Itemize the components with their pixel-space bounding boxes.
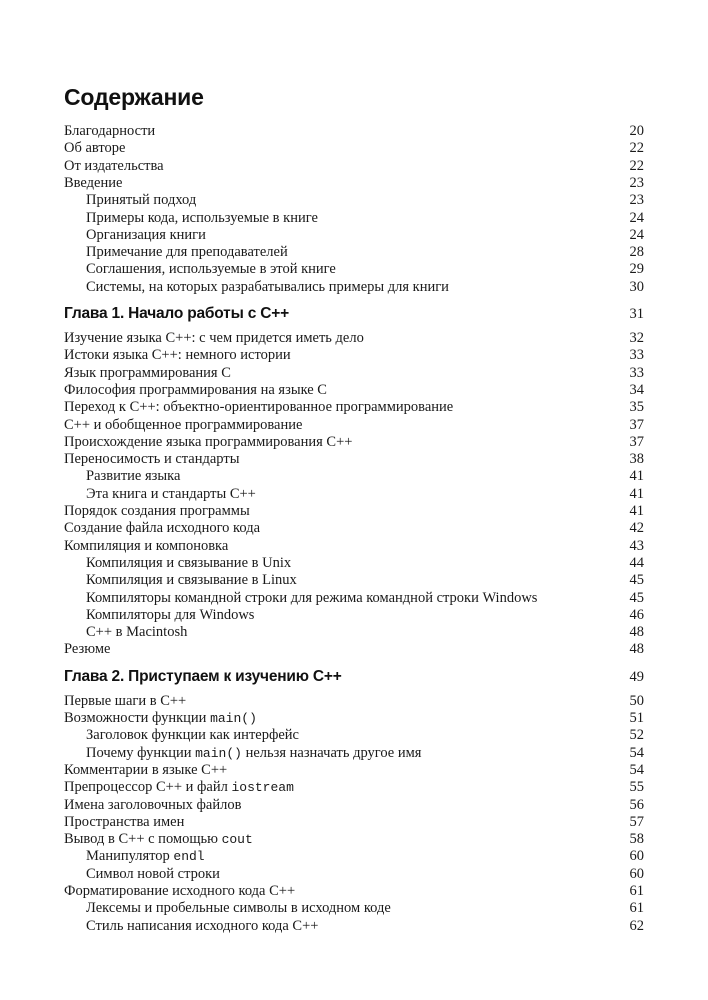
toc-page-number: 51	[629, 710, 644, 726]
toc-entry-title	[64, 848, 205, 865]
toc-entry[interactable]	[64, 330, 644, 347]
toc-page-number: 24	[629, 209, 644, 226]
toc-chapter-row[interactable]	[64, 667, 644, 687]
toc-entry[interactable]	[64, 572, 644, 589]
toc-entry-text: Изучение языка C++: с чем придется иметь дело	[64, 330, 364, 346]
toc-entry-text: Компиляторы для Windows	[86, 606, 255, 623]
toc-page-number: 49	[629, 668, 644, 685]
toc-page-number: 60	[629, 865, 644, 882]
toc-entry[interactable]	[64, 486, 644, 503]
toc-entry-text: Первые шаги в C++	[64, 692, 187, 709]
toc-entry-text: Происхождение языка программирования C++	[64, 433, 353, 450]
toc-entry-text: Создание файла исходного кода	[64, 520, 261, 537]
toc-entry-title	[64, 866, 220, 883]
toc-entry-title	[64, 607, 254, 624]
toc-entry[interactable]	[64, 693, 644, 710]
toc-entry[interactable]	[64, 140, 644, 157]
toc-entry-title	[64, 538, 228, 555]
toc-entry-title	[64, 192, 196, 209]
toc-entry-title	[64, 900, 391, 917]
toc-entry-text: Философия программирования на языке C	[64, 381, 327, 398]
toc-entry-title	[64, 745, 421, 762]
toc-entry-title	[64, 279, 449, 296]
toc-entry-text: Заголовок функции как интерфейс	[86, 727, 299, 744]
toc-entry-title	[64, 399, 453, 416]
toc-page-number: 37	[629, 433, 644, 450]
toc-entry[interactable]	[64, 227, 644, 244]
toc-entry-text: Эта книга и стандарты C++	[86, 485, 256, 502]
toc-entry[interactable]	[64, 434, 644, 451]
toc-entry[interactable]	[64, 624, 644, 641]
toc-page-number: 22	[629, 157, 644, 174]
toc-entry[interactable]	[64, 399, 644, 416]
toc-entry-text: Почему функции	[86, 744, 196, 761]
toc-entry[interactable]	[64, 123, 644, 140]
toc-entry-text: Глава 2. Приступаем к изучению C++	[64, 667, 342, 685]
toc-page-number: 43	[629, 537, 644, 554]
toc-entry-title	[64, 365, 231, 382]
toc-page-number: 50	[629, 692, 644, 709]
toc-page-number: 54	[629, 761, 644, 778]
toc-entry-text: Системы, на которых разрабатывались примеры для книги	[86, 278, 449, 295]
toc-entry[interactable]	[64, 745, 644, 762]
toc-entry-text: Имена заголовочных файлов	[64, 796, 242, 813]
toc-page-number: 34	[629, 381, 644, 398]
toc-entry-text: Вывод в C++ с помощью	[64, 831, 222, 848]
toc-entry[interactable]	[64, 347, 644, 364]
toc-entry-title	[64, 468, 180, 485]
toc-entry[interactable]	[64, 210, 644, 227]
toc-page-number: 38	[629, 451, 644, 468]
toc-entry[interactable]	[64, 590, 644, 607]
toc-entry-title	[64, 244, 288, 261]
toc-page-number: 54	[629, 744, 644, 761]
toc-entry[interactable]	[64, 762, 644, 779]
toc-entry-title	[64, 814, 184, 831]
toc-entry-title	[64, 175, 122, 192]
toc-entry-title	[64, 451, 239, 468]
chapter-title	[64, 304, 289, 324]
toc-entry[interactable]	[64, 520, 644, 537]
toc-entry-text: От издательства	[64, 157, 164, 174]
toc-entry-text: Стиль написания исходного кода C++	[86, 917, 319, 934]
toc-entry[interactable]	[64, 365, 644, 382]
toc-entry-text: Примечание для преподавателей	[86, 244, 288, 261]
toc-entry-title	[64, 140, 125, 157]
toc-entry-text: Лексемы и пробельные символы в исходном коде	[86, 900, 391, 917]
toc-entry-title	[64, 590, 537, 607]
toc-entry[interactable]	[64, 607, 644, 624]
toc-entry-title	[64, 486, 256, 503]
toc-page-number: 46	[629, 606, 644, 623]
toc-entry-title	[64, 883, 295, 900]
toc-entry-text: Возможности функции	[64, 710, 211, 726]
toc-entry-title	[64, 347, 291, 364]
toc-entry-text: Введение	[64, 174, 123, 191]
toc-page-number: 44	[629, 554, 644, 571]
toc-page-number: 58	[629, 831, 644, 848]
toc-entry[interactable]	[64, 279, 644, 296]
toc-page-number: 33	[629, 364, 644, 381]
toc-entry-title	[64, 710, 257, 727]
toc-entry[interactable]	[64, 918, 644, 935]
toc-page-number: 23	[629, 192, 644, 209]
toc-page-number: 48	[629, 641, 644, 658]
toc-page-number: 33	[629, 347, 644, 364]
toc-entry-text: Организация книги	[86, 226, 206, 243]
toc-entry[interactable]	[64, 244, 644, 261]
toc-entry-text: Порядок создания программы	[64, 503, 250, 519]
toc-entry[interactable]	[64, 451, 644, 468]
toc-page-number: 22	[629, 140, 644, 157]
toc-page-number: 32	[629, 330, 644, 346]
toc-entry-title	[64, 762, 227, 779]
toc-entry[interactable]	[64, 503, 644, 520]
toc-entry-text: Об авторе	[64, 140, 126, 157]
toc-entry[interactable]	[64, 175, 644, 192]
toc-page-number: 45	[629, 572, 644, 589]
toc-entry-title	[64, 382, 327, 399]
toc-entry-title	[64, 693, 186, 710]
toc-entry-text-suffix: нельзя назначать другое имя	[241, 744, 422, 761]
toc-page-number: 62	[629, 917, 644, 934]
toc-page-number: 37	[629, 416, 644, 433]
toc-entry-text: Переход к C++: объектно-ориентированное программирование	[64, 399, 454, 416]
toc-entry-text: Препроцессор C++ и файл	[64, 779, 232, 796]
toc-entry-text: Резюме	[64, 641, 111, 658]
toc-page-number: 57	[629, 813, 644, 830]
toc-entry-title	[64, 641, 110, 658]
toc-page-number: 61	[629, 883, 644, 899]
toc-entry-title	[64, 503, 250, 520]
toc-entry[interactable]	[64, 641, 644, 658]
toc-page-number: 56	[629, 796, 644, 813]
toc-page-number: 55	[629, 779, 644, 796]
toc-entry[interactable]	[64, 192, 644, 209]
toc-entry-title	[64, 417, 302, 434]
toc-entry-text: Соглашения, используемые в этой книге	[86, 261, 336, 278]
toc-page-number: 41	[629, 468, 644, 485]
toc-page-number: 28	[629, 244, 644, 261]
toc-page-number: 35	[629, 399, 644, 416]
toc-entry-title	[64, 779, 294, 796]
toc-entry-text: Благодарности	[64, 123, 156, 139]
toc-page-number: 41	[629, 503, 644, 519]
toc-entry[interactable]	[64, 814, 644, 831]
toc-entry-title	[64, 831, 253, 848]
toc-entry-title	[64, 227, 206, 244]
toc-entry-text: C++ и обобщенное программирование	[64, 416, 303, 433]
toc-entry[interactable]	[64, 261, 644, 278]
toc-entry-text: Компиляция и связывание в Linux	[86, 572, 297, 589]
toc-page-number: 20	[629, 123, 644, 139]
toc-page-number: 23	[629, 174, 644, 191]
toc-entry[interactable]	[64, 727, 644, 744]
toc-entry-text: Истоки языка C++: немного истории	[64, 347, 291, 364]
toc-entry-title	[64, 210, 318, 227]
toc-page-number: 30	[629, 278, 644, 295]
toc-entry[interactable]	[64, 468, 644, 485]
toc-entry-text: C++ в Macintosh	[86, 624, 188, 641]
toc-entry[interactable]	[64, 900, 644, 917]
toc-entry-title	[64, 555, 291, 572]
toc-entry-title	[64, 158, 164, 175]
toc-entry-code: endl	[173, 849, 205, 865]
toc-entry[interactable]	[64, 710, 644, 727]
toc-entry-text: Переносимость и стандарты	[64, 451, 240, 468]
toc-page-number: 24	[629, 226, 644, 243]
toc-entry[interactable]	[64, 866, 644, 883]
toc-chapter-row[interactable]	[64, 304, 644, 324]
toc-page-number: 45	[629, 589, 644, 606]
toc-entry-text: Форматирование исходного кода C++	[64, 883, 296, 899]
toc-entry-text: Компиляция и связывание в Unix	[86, 554, 292, 571]
toc-entry-text: Компиляция и компоновка	[64, 537, 229, 554]
toc-entry-text: Принятый подход	[86, 192, 197, 209]
toc-entry[interactable]	[64, 417, 644, 434]
toc-entry-code: main()	[210, 711, 257, 726]
toc-page-number: 41	[629, 485, 644, 502]
toc-entry-title	[64, 797, 241, 814]
chapter-title	[64, 667, 342, 687]
page-title: Содержание	[64, 84, 204, 110]
toc-entry[interactable]	[64, 158, 644, 175]
toc-entry-text: Символ новой строки	[86, 865, 220, 882]
toc-entry-title	[64, 434, 352, 451]
toc-entry-text: Глава 1. Начало работы с C++	[64, 305, 289, 322]
toc-entry-title	[64, 727, 299, 744]
toc-entry-text: Примеры кода, используемые в книге	[86, 209, 318, 226]
toc-entry-title	[64, 261, 336, 278]
toc-entry-code: main()	[195, 745, 242, 761]
toc-entry[interactable]	[64, 538, 644, 555]
toc-entry[interactable]	[64, 797, 644, 814]
toc-entry-code: cout	[221, 832, 253, 848]
toc-entry-title	[64, 330, 364, 347]
toc-entry-text: Комментарии в языке C++	[64, 761, 228, 778]
toc-page-number: 61	[629, 900, 644, 917]
toc-entry-text: Пространства имен	[64, 813, 185, 830]
toc-page-number: 42	[629, 520, 644, 537]
toc-entry-title	[64, 624, 187, 641]
toc-page-number: 31	[629, 306, 644, 322]
toc-page-number: 48	[629, 624, 644, 641]
toc-entry-text: Развитие языка	[86, 468, 181, 485]
toc-entry[interactable]	[64, 848, 644, 865]
toc-entry-text: Язык программирования C	[64, 364, 231, 381]
toc-page-number: 52	[629, 727, 644, 744]
toc-entry-title	[64, 123, 155, 140]
toc-entry-title	[64, 520, 260, 537]
toc-page-number: 60	[629, 848, 644, 865]
toc-entry-code: iostream	[231, 780, 294, 796]
toc-entry-title	[64, 918, 318, 935]
toc-entry[interactable]	[64, 779, 644, 796]
toc-entry-text: Компиляторы командной строки для режима командной строки Windows	[86, 589, 538, 606]
toc-entry-text: Манипулятор	[86, 848, 174, 865]
toc-entry[interactable]	[64, 883, 644, 900]
toc-entry[interactable]	[64, 831, 644, 848]
toc-entry-title	[64, 572, 297, 589]
toc-entry[interactable]	[64, 555, 644, 572]
toc-entry[interactable]	[64, 382, 644, 399]
toc-page-number: 29	[629, 261, 644, 278]
